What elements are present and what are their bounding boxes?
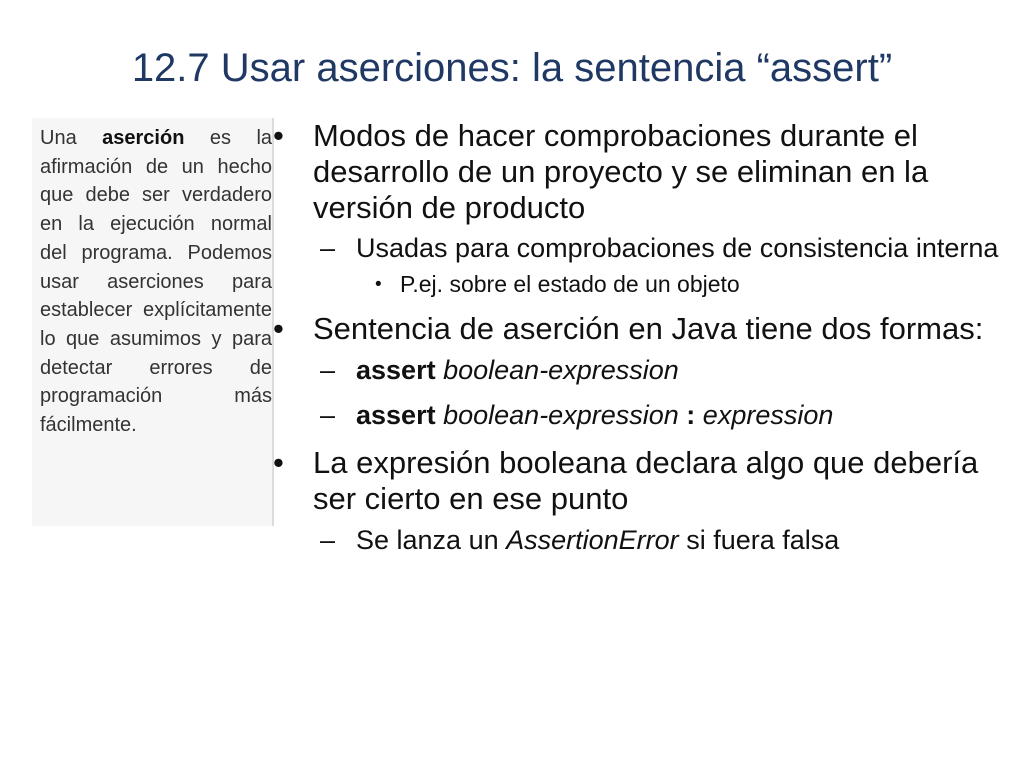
bullet-dot-icon: • xyxy=(273,445,284,480)
sub-bullet-consistency xyxy=(270,233,1010,264)
bullet-text: Modos de hacer comprobaciones durante el desarrollo de un proyecto y se eliminan en la versión de producto xyxy=(313,118,929,225)
dash-icon: – xyxy=(320,233,336,263)
sub-bullet-form-2 xyxy=(270,400,1010,431)
bullet-dot-icon: • xyxy=(273,311,284,346)
boolean-expression: boolean-expression xyxy=(443,355,679,385)
bullet-boolean-expression xyxy=(270,445,1010,517)
bullet-text: La expresión booleana declara algo que debería ser cierto en ese punto xyxy=(313,445,979,516)
bullet-text: Sentencia de aserción en Java tiene dos formas: xyxy=(313,311,984,346)
slide-title: 12.7 Usar aserciones: la sentencia “assert” xyxy=(131,46,893,90)
sub-bullet-form-1 xyxy=(270,355,1010,386)
colon-separator: : xyxy=(686,400,696,430)
sub-bullet-text: Usadas para comprobaciones de consistencia interna xyxy=(356,233,999,263)
scan-text-before: Una xyxy=(40,127,77,149)
sub-sub-bullet-object-state xyxy=(270,271,1010,298)
assert-keyword: assert xyxy=(356,400,436,430)
sub-bullet-text-before: Se lanza un xyxy=(356,525,499,555)
slide-body xyxy=(270,118,1010,556)
expression: expression xyxy=(702,400,834,430)
assertion-error-class: AssertionError xyxy=(506,525,679,555)
sub-sub-bullet-text: P.ej. sobre el estado de un objeto xyxy=(400,271,740,297)
scan-text-bold: aserción xyxy=(102,127,185,149)
sub-bullet-assertion-error xyxy=(270,525,1010,556)
sub-bullet-text-after: si fuera falsa xyxy=(686,525,840,555)
dash-icon: – xyxy=(320,355,336,385)
dash-icon: – xyxy=(320,400,336,430)
scanned-definition-text xyxy=(40,124,272,440)
boolean-expression: boolean-expression xyxy=(443,400,679,430)
bullet-java-forms xyxy=(270,311,1010,347)
dash-icon: – xyxy=(320,525,336,555)
assert-keyword: assert xyxy=(356,355,436,385)
scan-text-after: es la afirmación de un hecho que debe ser verdadero en la ejecución normal del programa. Podemos usar aserciones para establecer explícitamente lo que asumimos y para detectar errores de programación más fácilmente. xyxy=(40,127,273,437)
bullet-checks xyxy=(270,118,1010,226)
bullet-dot-icon: • xyxy=(375,274,382,295)
bullet-dot-icon: • xyxy=(273,118,284,153)
